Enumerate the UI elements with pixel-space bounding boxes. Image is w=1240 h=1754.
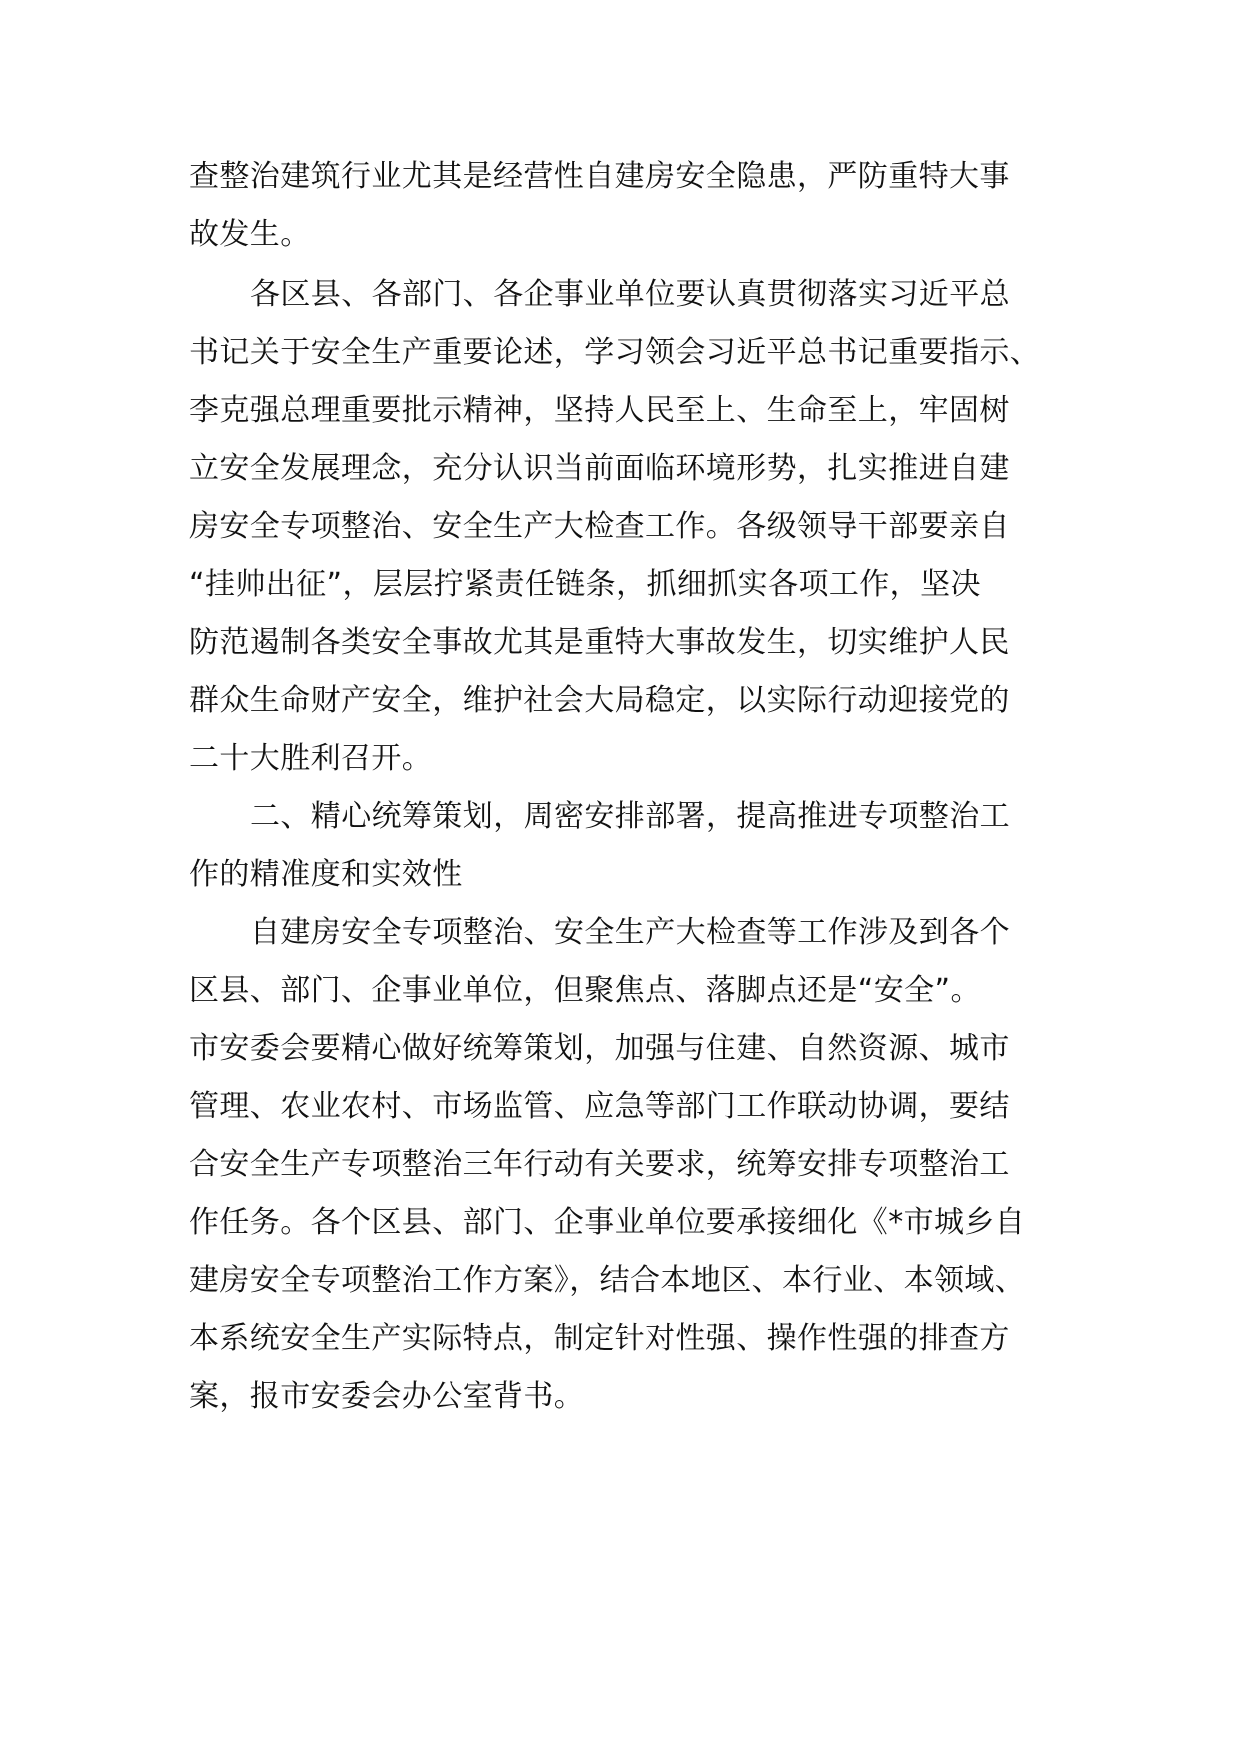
text-line: 群众生命财产安全，维护社会大局稳定，以实际行动迎接党的	[189, 683, 1010, 718]
text-line: 房安全专项整治、安全生产大检查工作。各级领导干部要亲自	[189, 509, 1010, 544]
text-line: 立安全发展理念，充分认识当前面临环境形势，扎实推进自建	[189, 451, 1010, 486]
text-line: 查整治建筑行业尤其是经营性自建房安全隐患，严防重特大事	[189, 159, 1010, 194]
text-line: 本系统安全生产实际特点，制定针对性强、操作性强的排查方	[189, 1321, 1010, 1356]
text-line: 故发生。	[189, 217, 311, 252]
text-line: 合安全生产专项整治三年行动有关要求，统筹安排专项整治工	[189, 1147, 1010, 1182]
text-line: 书记关于安全生产重要论述，学习领会习近平总书记重要指示、	[189, 335, 1041, 370]
text-line: 区县、部门、企事业单位，但聚焦点、落脚点还是“安全”。	[189, 973, 981, 1008]
section-heading: 二、精心统筹策划，周密安排部署，提高推进专项整治工	[250, 799, 1010, 834]
text-line: 自建房安全专项整治、安全生产大检查等工作涉及到各个	[250, 915, 1010, 950]
text-line: 二十大胜利召开。	[189, 741, 433, 776]
text-line: 市安委会要精心做好统筹策划，加强与住建、自然资源、城市	[189, 1031, 1010, 1066]
text-line: 建房安全专项整治工作方案》，结合本地区、本行业、本领域、	[189, 1263, 1026, 1298]
text-line: 案，报市安委会办公室背书。	[189, 1379, 585, 1414]
text-line: 防范遏制各类安全事故尤其是重特大事故发生，切实维护人民	[189, 625, 1010, 660]
text-line: 李克强总理重要批示精神，坚持人民至上、生命至上，牢固树	[189, 393, 1010, 428]
section-heading: 作的精准度和实效性	[189, 857, 463, 892]
text-line: 各区县、各部门、各企事业单位要认真贯彻落实习近平总	[250, 277, 1010, 312]
text-line: 作任务。各个区县、部门、企事业单位要承接细化《*市城乡自	[189, 1205, 1026, 1240]
text-line: 管理、农业农村、市场监管、应急等部门工作联动协调，要结	[189, 1089, 1010, 1124]
text-line: “挂帅出征”，层层拧紧责任链条，抓细抓实各项工作，坚决	[189, 567, 981, 602]
